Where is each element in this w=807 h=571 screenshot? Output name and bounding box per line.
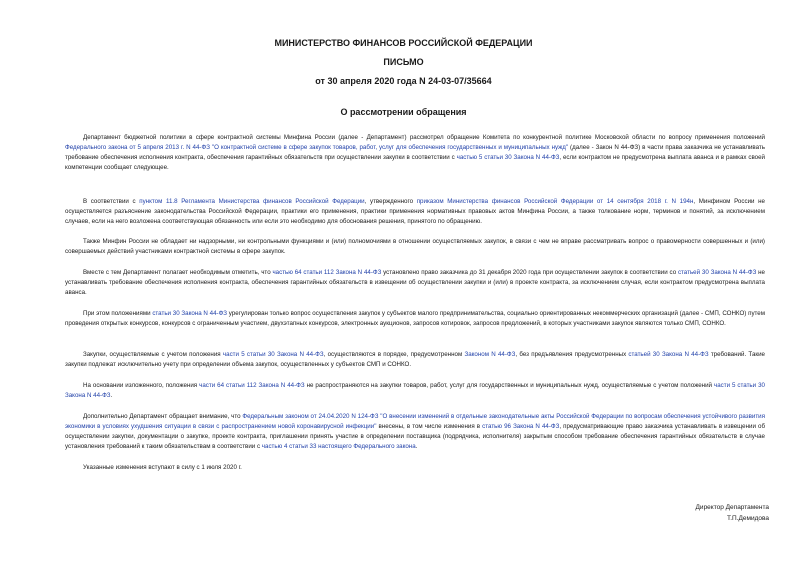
law-reference-link[interactable]: пунктом 11.8 Регламента Министерства финансов Российской Федерации <box>139 198 365 205</box>
paragraph-text: Дополнительно Департамент обращает внимание, что <box>83 413 243 420</box>
law-reference-link[interactable]: Федеральным законом от 24.04.2020 N 124-ФЗ "О внесении изменений в отдельные законодательные акты Российской Федерации по вопросам обеспечения устойчивого развития экономики в условиях ухудшения ситуации в связи с распространением новой коронавирусной инфекции" <box>65 413 765 430</box>
paragraph-text: , осуществляются в порядке, предусмотренном <box>323 351 465 358</box>
paragraph-text: , Минфином России не осуществляется разъяснение законодательства Российской Федерации, практики его применения, практики применения нормативных правовых актов Минфина России, а также толкование норм, терминов и понятий, за исключением случаев, если на него возложена соответствующая обязанность или если это необходимо для обоснования решения, принятого по обращению. <box>65 198 765 225</box>
law-reference-link[interactable]: статью 96 Закона N 44-ФЗ <box>482 423 560 430</box>
paragraph-4 <box>65 268 765 300</box>
paragraph-text: не распространяются на закупки товаров, работ, услуг для государственных и муниципальных нужд, осуществляемые с учетом положений <box>304 382 714 389</box>
paragraph-text: Также Минфин России не обладает ни надзорными, ни контрольными функциями и (или) полномочиями в отношении осуществляемых закупок, в связи с чем не вправе рассматривать вопрос о правомерности совершенных и (или) совершаемых действий участниками контрактной системы в сфере закупок. <box>65 238 765 255</box>
paragraph-text: , утвержденного <box>364 198 417 205</box>
paragraph-9 <box>65 463 765 475</box>
paragraph-text: При этом положениями <box>83 310 153 317</box>
paragraph-1 <box>65 133 765 175</box>
document-subject: О рассмотрении обращения <box>340 107 467 117</box>
paragraph-text: В соответствии с <box>83 198 140 205</box>
law-reference-link[interactable]: части 5 статьи 30 Закона N 44-ФЗ <box>65 382 765 399</box>
paragraph-text: внесены, в том числе изменения в <box>376 423 483 430</box>
paragraph-text: установлено право заказчика до 31 декабря 2020 года при осуществлении закупок в соответствии со <box>381 269 678 276</box>
law-reference-link[interactable]: статьи 30 Закона N 44-ФЗ <box>152 310 228 317</box>
law-reference-link[interactable]: частью 4 статьи 33 настоящего Федерального закона <box>261 443 416 450</box>
document-type: ПИСЬМО <box>383 57 424 67</box>
signature-position: Директор Департамента <box>695 504 769 511</box>
paragraph-3 <box>65 237 765 259</box>
law-reference-link[interactable]: части 64 статьи 112 Закона N 44-ФЗ <box>199 382 305 389</box>
signature-name: Т.П.Демидова <box>726 515 769 522</box>
document-date-number: от 30 апреля 2020 года N 24-03-07/35664 <box>315 76 492 86</box>
paragraph-text: требований. Такие закупки подлежат исключительно учету при определении объема закупок, осуществленных у субъектов СМП и СОНКО. <box>65 351 765 368</box>
paragraph-text: На основании изложенного, положения <box>83 382 200 389</box>
paragraph-6 <box>65 350 765 372</box>
paragraph-text: Департамент бюджетной политики в сфере контрактной системы Минфина России (далее - Департамент) рассмотрел обращение Комитета по конкурентной политике Московской области по вопросу применения положений <box>83 134 765 141</box>
law-reference-link[interactable]: Федерального закона от 5 апреля 2013 г. N 44-ФЗ "О контрактной системе в сфере закупок товаров, работ, услуг для обеспечения государственных и муниципальных нужд" <box>65 144 569 151</box>
law-reference-link[interactable]: части 5 статьи 30 Закона N 44-ФЗ <box>222 351 324 358</box>
paragraph-text: , если контрактом не предусмотрена выплата аванса и в рамках своей компетенции сообщает следующее. <box>65 154 765 171</box>
paragraph-text: , предусматривающие право заказчика устанавливать в извещении об осуществлении закупки, документации о закупке, проекте контракта, приглашении принять участие в определении поставщика (подрядчика, исполнителя) закрытым способом требование обеспечения гарантийных обязательств в случае установления требований к таким обязательствам в соответствии с <box>65 423 765 450</box>
law-reference-link[interactable]: приказом Министерства финансов Российской Федерации от 14 сентября 2018 г. N 194н <box>416 198 694 205</box>
paragraph-text: урегулирован только вопрос осуществления закупок у субъектов малого предпринимательства, социально ориентированных некоммерческих организаций (далее - СМП, СОНКО) путем проведения открытых конкурсов, конкурсов с ограниченным участием, двухэтапных конкурсов, электронных аукционов, запросов котировок, запросов предложений, в которых участниками закупок являются только СМП, СОНКО. <box>65 310 765 327</box>
paragraph-text: не устанавливать требование обеспечения исполнения контракта, обеспечения гарантийных обязательств в извещении об осуществлении закупки и (или) в проекте контракта, за исключением случая, если контрактом предусмотрена выплата аванса. <box>65 269 765 296</box>
paragraph-text: Указанные изменения вступают в силу с 1 июля 2020 г. <box>83 464 242 471</box>
law-reference-link[interactable]: статьей 30 Закона N 44-ФЗ <box>628 351 709 358</box>
paragraph-text: (далее - Закон N 44-ФЗ) в части права заказчика не устанавливать требование обеспечения исполнения контракта, обеспечения гарантийных обязательств при осуществлении закупки в соответствии с <box>65 144 765 161</box>
paragraph-8 <box>65 412 765 454</box>
law-reference-link[interactable]: Законом N 44-ФЗ <box>464 351 516 358</box>
paragraph-text: , без предъявления предусмотренных <box>515 351 629 358</box>
paragraph-text: . <box>110 392 113 399</box>
paragraph-text: . <box>415 443 418 450</box>
paragraph-7 <box>65 381 765 403</box>
paragraph-text: Вместе с тем Департамент полагает необходимым отметить, что <box>83 269 273 276</box>
paragraph-text: Закупки, осуществляемые с учетом положения <box>83 351 223 358</box>
law-reference-link[interactable]: частью 64 статьи 112 Закона N 44-ФЗ <box>272 269 382 276</box>
law-reference-link[interactable]: частью 5 статьи 30 Закона N 44-ФЗ <box>456 154 560 161</box>
ministry-heading: МИНИСТЕРСТВО ФИНАНСОВ РОССИЙСКОЙ ФЕДЕРАЦИИ <box>274 38 533 48</box>
paragraph-2 <box>65 197 765 229</box>
paragraph-5 <box>65 309 765 341</box>
law-reference-link[interactable]: статьей 30 Закона N 44-ФЗ <box>677 269 757 276</box>
